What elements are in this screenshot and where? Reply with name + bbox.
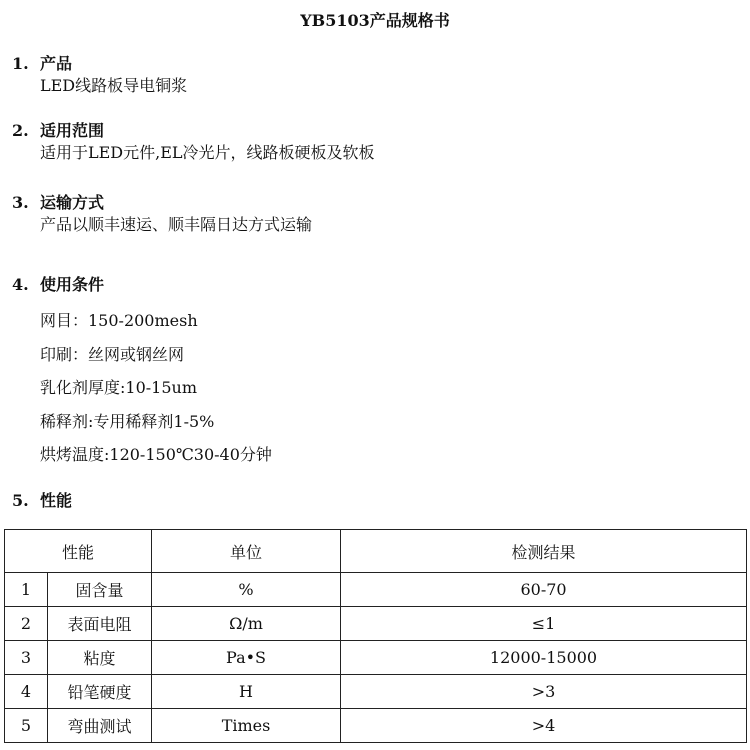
section-scope [12,120,732,164]
table-row [5,607,747,641]
table-header-row [5,530,747,573]
section-number: 5. [12,491,29,510]
table-row [5,641,747,675]
section-heading: 运输方式 [40,193,105,212]
row-result: ≤1 [341,607,747,641]
row-unit: Ω/m [152,607,341,641]
table-row [5,573,747,607]
section-number: 3. [12,193,29,212]
row-property: 表面电阻 [48,607,152,641]
row-unit: H [152,675,341,709]
section-product [12,53,732,97]
section-performance [12,490,732,512]
row-result: >3 [341,675,747,709]
row-index: 1 [5,573,48,607]
row-index: 3 [5,641,48,675]
row-index: 4 [5,675,48,709]
row-index: 5 [5,709,48,743]
section-body: LED线路板导电铜浆 [40,76,188,95]
table-row [5,709,747,743]
section-body: 适用于LED元件,EL冷光片，线路板硬板及软板 [40,143,375,162]
table-row [5,675,747,709]
section-heading: 使用条件 [40,275,105,294]
condition-line: 网目：150-200mesh [40,311,198,330]
section-heading: 性能 [40,491,73,510]
row-result: 12000-15000 [341,641,747,675]
condition-line: 稀释剂:专用稀释剂1-5% [40,411,215,431]
section-number: 1. [12,54,29,73]
header-unit: 单位 [152,530,341,573]
section-number: 2. [12,121,29,140]
row-unit: Pa•S [152,641,341,675]
performance-table [4,529,747,743]
row-property: 铅笔硬度 [48,675,152,709]
section-heading: 适用范围 [40,121,105,140]
page-title: YB5103产品规格书 [300,11,450,30]
section-shipping [12,192,732,236]
section-body: 产品以顺丰速运、顺丰隔日达方式运输 [40,215,313,234]
row-unit: Times [152,709,341,743]
condition-line: 乳化剂厚度:10-15um [40,378,197,397]
section-number: 4. [12,275,29,294]
section-heading: 产品 [40,54,73,73]
header-result: 检测结果 [341,530,747,573]
header-property: 性能 [5,530,152,573]
condition-line: 烘烤温度:120-150℃30-40分钟 [40,445,272,464]
row-result: 60-70 [341,573,747,607]
row-index: 2 [5,607,48,641]
condition-line: 印刷：丝网或钢丝网 [40,344,185,364]
section-conditions [12,274,732,472]
row-unit: % [152,573,341,607]
row-result: >4 [341,709,747,743]
row-property: 粘度 [48,641,152,675]
row-property: 弯曲测试 [48,709,152,743]
row-property: 固含量 [48,573,152,607]
